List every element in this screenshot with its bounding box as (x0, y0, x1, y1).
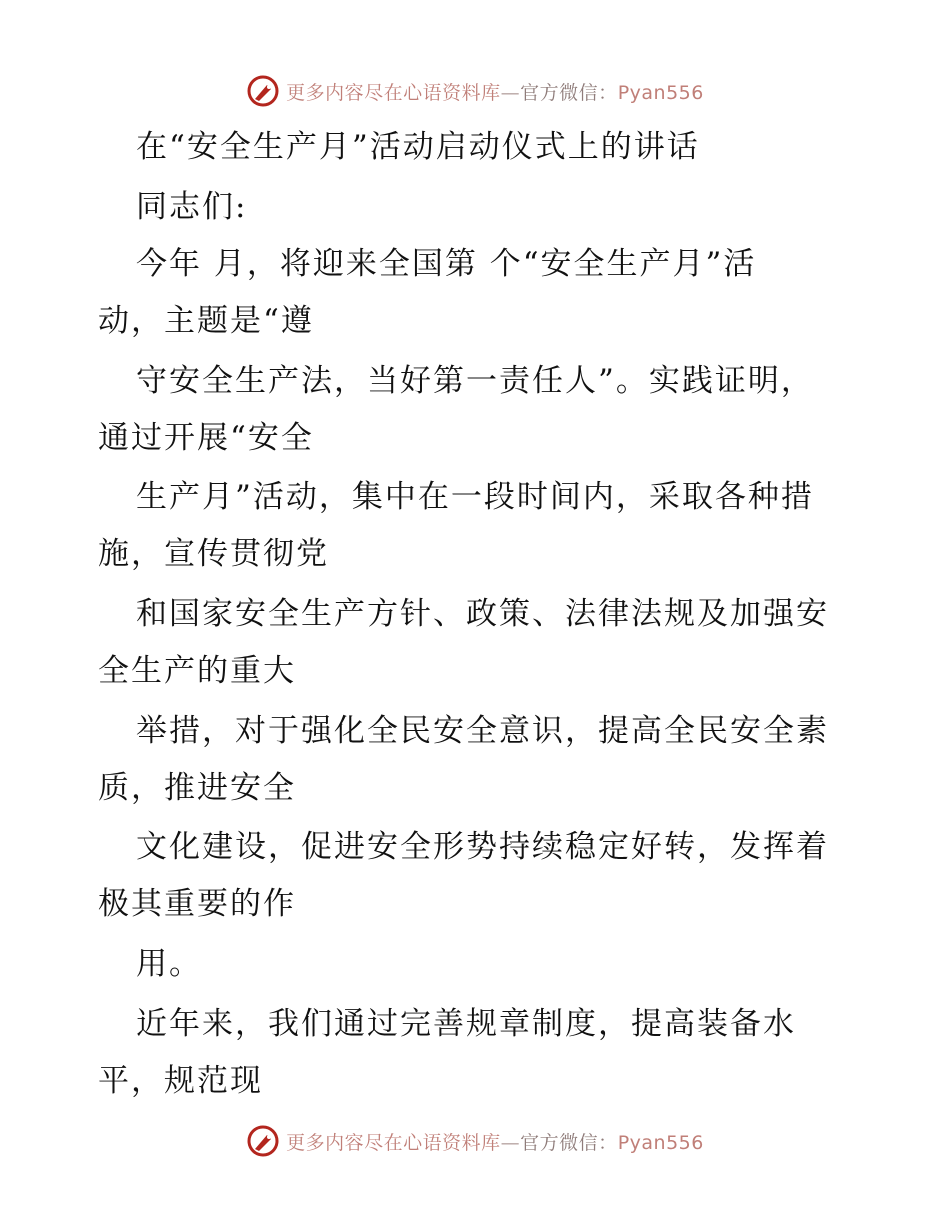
text-line: 质，推进安全 (98, 770, 296, 806)
text-line: 施，宣传贯彻党 (98, 536, 329, 572)
watermark-separator: — (500, 1131, 521, 1154)
watermark-text (286, 1128, 704, 1155)
watermark-brand: 更多内容尽在心语资料库 (286, 1131, 501, 1154)
header-watermark (0, 71, 950, 111)
text-line: 全生产的重大 (98, 653, 296, 689)
pen-nib-logo-icon (246, 1124, 280, 1158)
watermark-separator: — (500, 81, 521, 104)
text-line: 通过开展“安全 (98, 420, 314, 456)
watermark-id: Pyan556 (617, 81, 704, 104)
watermark-label: 官方微信： (520, 1131, 618, 1154)
text-line: 近年来，我们通过完善规章制度，提高装备水 (136, 1006, 796, 1042)
watermark-text (286, 78, 704, 105)
text-line: 举措，对于强化全民安全意识，提高全民安全素 (136, 713, 829, 749)
footer-watermark (0, 1121, 950, 1161)
document-title: 在“安全生产月”活动启动仪式上的讲话 (136, 129, 700, 165)
text-line: 用。 (136, 946, 202, 982)
salutation: 同志们: (136, 189, 248, 225)
text-line: 极其重要的作 (98, 886, 296, 922)
watermark-brand: 更多内容尽在心语资料库 (286, 81, 501, 104)
text-line: 动，主题是“遵 (98, 303, 314, 339)
text-line: 守安全生产法，当好第一责任人”。实践证明， (136, 363, 814, 399)
pen-nib-logo-icon (246, 74, 280, 108)
text-line: 和国家安全生产方针、政策、法律法规及加强安 (136, 596, 829, 632)
text-line: 今年 月，将迎来全国第 个“安全生产月”活 (136, 246, 757, 282)
text-line: 文化建设，促进安全形势持续稳定好转，发挥着 (136, 829, 829, 865)
watermark-label: 官方微信： (520, 81, 618, 104)
text-line: 生产月”活动，集中在一段时间内，采取各种措 (136, 479, 814, 515)
text-line: 平，规范现 (98, 1063, 263, 1099)
watermark-id: Pyan556 (617, 1131, 704, 1154)
